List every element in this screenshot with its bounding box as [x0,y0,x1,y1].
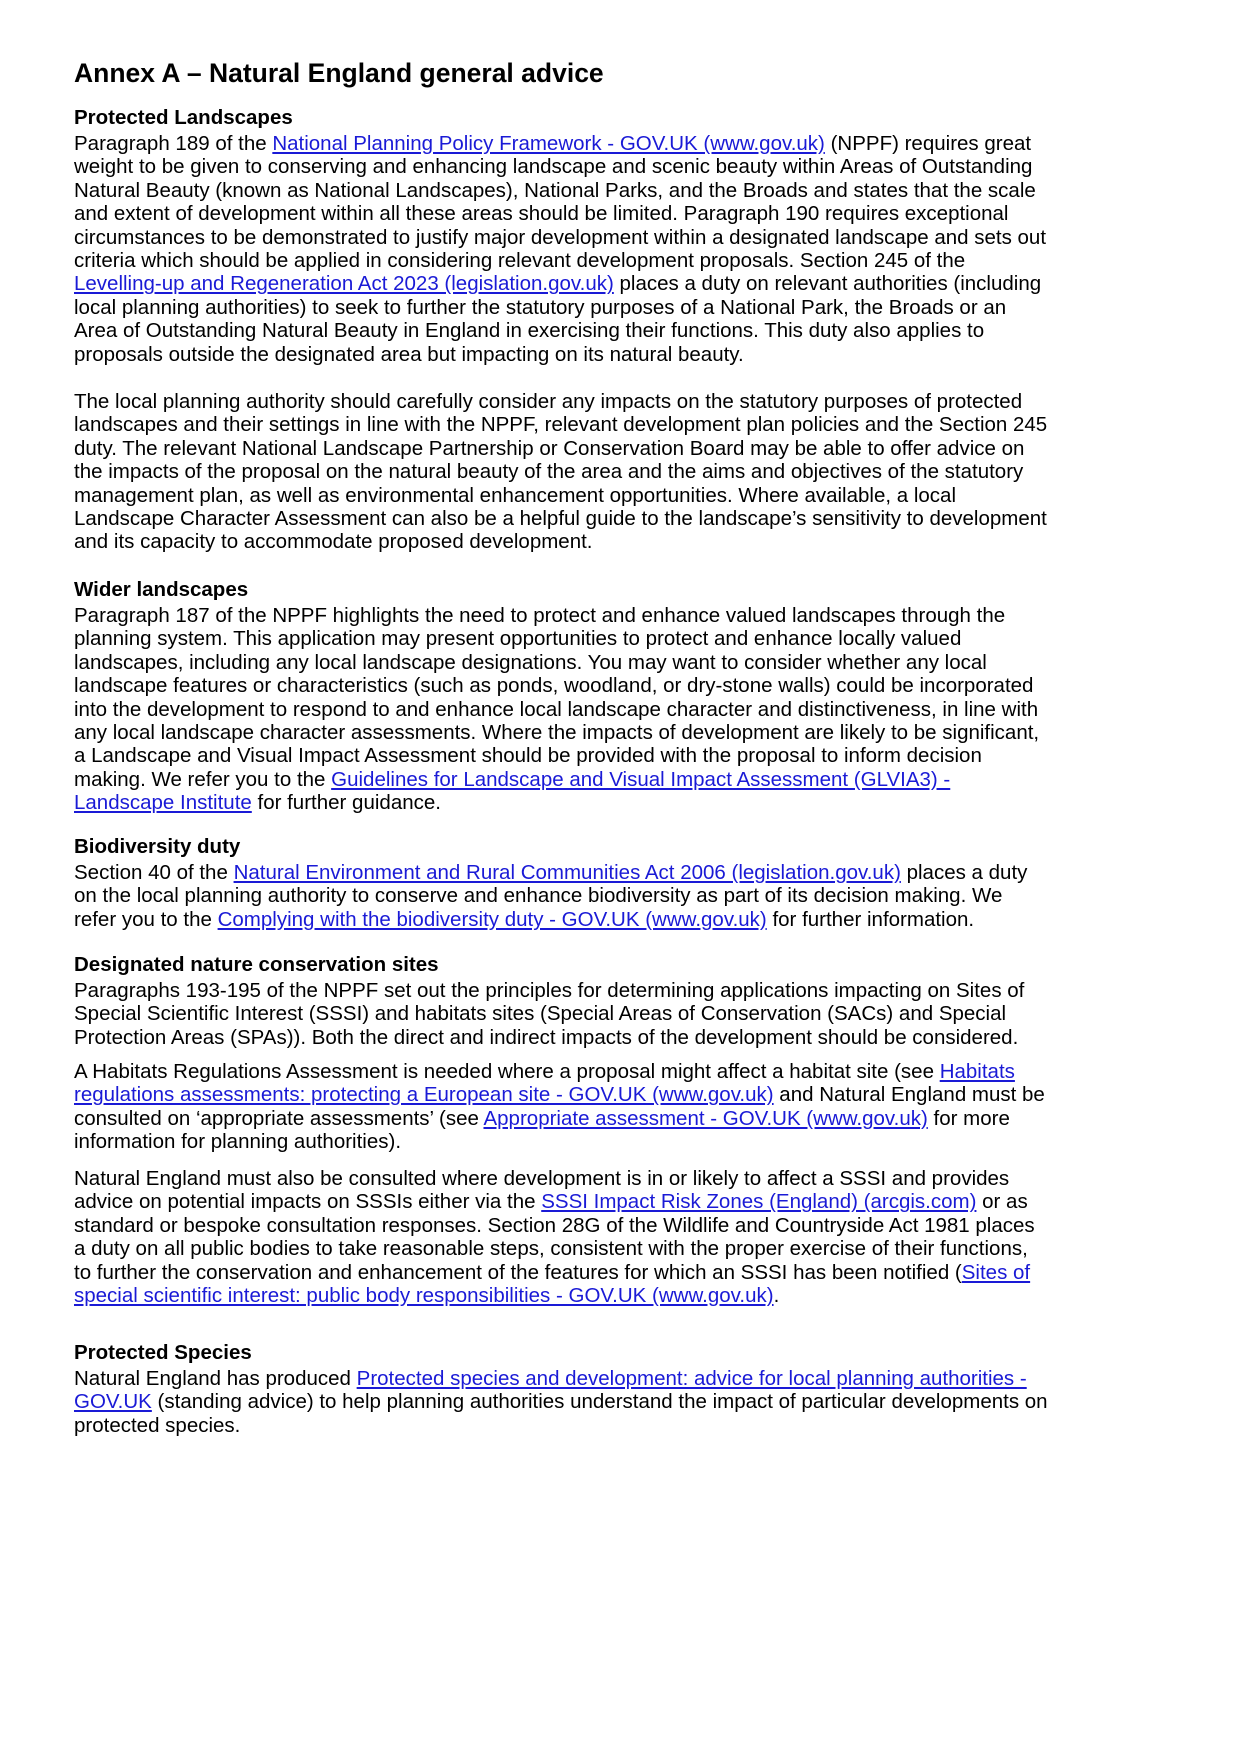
paragraph-line [74,295,1006,321]
body-text: Paragraph 189 of the [74,132,273,155]
section-heading: Designated nature conservation sites [74,953,439,976]
hyperlink[interactable]: Complying with the biodiversity duty - GOV.UK (www.gov.uk) [217,907,767,931]
paragraph-line [74,1413,240,1439]
paragraph-line [74,1236,1028,1262]
hyperlink[interactable]: Appropriate assessment - GOV.UK (www.gov.uk) [483,1106,928,1130]
body-text: refer you to the [74,907,218,931]
hyperlink[interactable]: Habitats [939,1060,1015,1083]
section-heading: Protected Species [74,1341,252,1364]
body-text: Section 40 of the [74,861,234,884]
body-text: any local landscape character assessments. Where the impacts of development are likely to be significant, [74,721,1040,744]
body-text: and its capacity to accommodate proposed development. [74,530,593,554]
body-text: Special Scientific Interest (SSSI) and habitats sites (Special Areas of Conservation (SACs) and Special [74,1002,1007,1026]
paragraph-line [74,860,1027,886]
paragraph-line [74,1059,1015,1085]
body-text: . [773,1284,780,1307]
body-text: making. We refer you to the [74,767,332,791]
body-text: landscape features or characteristics (such as ponds, woodland, or dry-stone walls) could be incorporated [74,674,1034,698]
body-text: or as [976,1190,1028,1214]
hyperlink[interactable]: Protected species and development: advice for local planning authorities - [356,1367,1027,1390]
body-text: for more [927,1106,1010,1130]
paragraph-line [74,1082,1045,1108]
paragraph-line [74,1366,1027,1392]
body-text: Natural Beauty (known as National Landscapes), National Parks, and the Broads and states that the scale [74,178,1036,202]
body-text: Landscape Character Assessment can also be a helpful guide to the landscape’s sensitivity to development [74,507,1047,530]
paragraph-line [74,1389,1048,1415]
body-text: (NPPF) requires great [824,132,1032,155]
paragraph-line [74,1260,1030,1286]
paragraph-line [74,767,950,793]
paragraph-line [74,154,1032,180]
body-text: (standing advice) to help planning authorities understand the impact of particular developments on [151,1390,1048,1414]
paragraph-line [74,603,1005,629]
body-text: advice on potential impacts on SSSIs either via the [74,1190,542,1214]
body-text: into the development to respond to and enhance local landscape character and distinctiveness, in line with [74,697,1039,721]
paragraph-line [74,1166,1009,1192]
section-heading: Biodiversity duty [74,835,241,858]
body-text: standard or bespoke consultation responses. Section 28G of the Wildlife and Countryside Act 1981 places [74,1213,1035,1237]
paragraph-line [74,436,1024,462]
paragraph-line [74,412,1047,438]
paragraph-line [74,201,1008,227]
body-text: for further information. [766,907,975,931]
body-text: the impacts of the proposal on the natural beauty of the area and the aims and objectives of the statutory [74,460,1024,484]
paragraph-line [74,1106,1010,1132]
paragraph-line [74,389,1022,415]
body-text: weight to be given to conserving and enhancing landscape and scenic beauty within Areas of Outstanding [74,155,1033,179]
body-text: management plan, as well as environmental enhancement opportunities. Where available, a local [74,483,957,507]
body-text: Paragraph 187 of the NPPF highlights the need to protect and enhance valued landscapes through the [74,604,1006,627]
body-text: information for planning authorities). [74,1130,402,1154]
paragraph-line [74,883,1002,909]
paragraph-line [74,697,1038,723]
body-text: and Natural England must be [773,1083,1045,1107]
hyperlink[interactable]: Sites of [961,1260,1031,1284]
body-text: protected species. [74,1413,241,1437]
hyperlink[interactable]: National Planning Policy Framework - GOV.UK (www.gov.uk) [272,132,825,155]
section-heading: Protected Landscapes [74,106,293,129]
body-text: Natural England has produced [74,1367,357,1390]
paragraph-line [74,248,965,274]
hyperlink[interactable]: special scientific interest: public body responsibilities - GOV.UK (www.gov.uk) [74,1284,774,1307]
body-text: Protection Areas (SPAs)). Both the direct and indirect impacts of the development should be considered. [74,1025,1019,1049]
paragraph-line [74,225,1046,251]
body-text: proposals outside the designated area but impacting on its natural beauty. [74,342,744,366]
paragraph-line [74,790,441,816]
paragraph-line [74,720,1039,746]
paragraph-line [74,1129,401,1155]
body-text: criteria which should be applied in considering relevant development proposals. Section 245 of the [74,249,966,272]
paragraph-line [74,271,1041,297]
paragraph-line [74,318,984,344]
paragraph-line [74,506,1047,532]
paragraph-line [74,626,961,652]
body-text: Paragraphs 193-195 of the NPPF set out the principles for determining applications impacting on Sites of [74,979,1025,1002]
page-title: Annex A – Natural England general advice [74,58,604,88]
hyperlink[interactable]: Guidelines for Landscape and Visual Impact Assessment (GLVIA3) - [331,767,951,791]
body-text: consulted on ‘appropriate assessments’ (see [74,1106,484,1130]
body-text: duty. The relevant National Landscape Partnership or Conservation Board may be able to offer advice on [74,436,1025,460]
body-text: and extent of development within all these areas should be limited. Paragraph 190 requires exceptional [74,202,1009,226]
paragraph-line [74,1025,1018,1051]
body-text: planning system. This application may present opportunities to protect and enhance locally valued [74,627,962,651]
paragraph-line [74,178,1036,204]
paragraph-line [74,978,1024,1004]
body-text: on the local planning authority to conserve and enhance biodiversity as part of its decision making. We [74,884,1003,908]
paragraph-line [74,459,1023,485]
hyperlink[interactable]: Landscape Institute [74,791,252,815]
body-text: for further guidance. [251,791,441,815]
body-text: A Habitats Regulations Assessment is needed where a proposal might affect a habitat site (see [74,1060,940,1083]
paragraph-line [74,1189,1028,1215]
hyperlink[interactable]: SSSI Impact Risk Zones (England) (arcgis.com) [541,1190,977,1214]
paragraph-line [74,342,744,368]
body-text: places a duty on relevant authorities (including [613,272,1042,296]
body-text: landscapes and their settings in line with the NPPF, relevant development plan policies and the Section 245 [74,413,1048,437]
paragraph-line [74,483,956,509]
body-text: a duty on all public bodies to take reasonable steps, consistent with the proper exercise of their functions, [74,1237,1028,1261]
hyperlink[interactable]: GOV.UK [74,1390,152,1414]
paragraph-line [74,907,974,933]
hyperlink[interactable]: Natural Environment and Rural Communities Act 2006 (legislation.gov.uk) [233,861,901,884]
body-text: Natural England must also be consulted where development is in or likely to affect a SSSI and provides [74,1167,1010,1190]
hyperlink[interactable]: Levelling-up and Regeneration Act 2023 (legislation.gov.uk) [74,272,614,296]
section-heading: Wider landscapes [74,578,249,601]
paragraph-line [74,673,1033,699]
body-text: landscapes, including any local landscape designations. You may want to consider whether any local [74,650,987,674]
body-text: places a duty [900,861,1028,884]
body-text: a Landscape and Visual Impact Assessment should be provided with the proposal to inform decision [74,744,982,768]
body-text: local planning authorities) to seek to further the statutory purposes of a National Park, the Broads or an [74,295,1007,319]
paragraph-line [74,1283,779,1309]
paragraph-line [74,529,593,555]
hyperlink[interactable]: regulations assessments: protecting a European site - GOV.UK (www.gov.uk) [74,1083,774,1107]
paragraph-line [74,1001,1006,1027]
paragraph-line [74,131,1031,157]
body-text: circumstances to be demonstrated to justify major development within a designated landscape and sets out [74,225,1047,249]
body-text: Area of Outstanding Natural Beauty in England in exercising their functions. This duty also applies to [74,319,985,343]
paragraph-line [74,743,982,769]
body-text: The local planning authority should carefully consider any impacts on the statutory purposes of protected [74,390,1023,413]
paragraph-line [74,650,987,676]
body-text: to further the conservation and enhancement of the features for which an SSSI has been notified ( [74,1260,962,1284]
paragraph-line [74,1213,1035,1239]
